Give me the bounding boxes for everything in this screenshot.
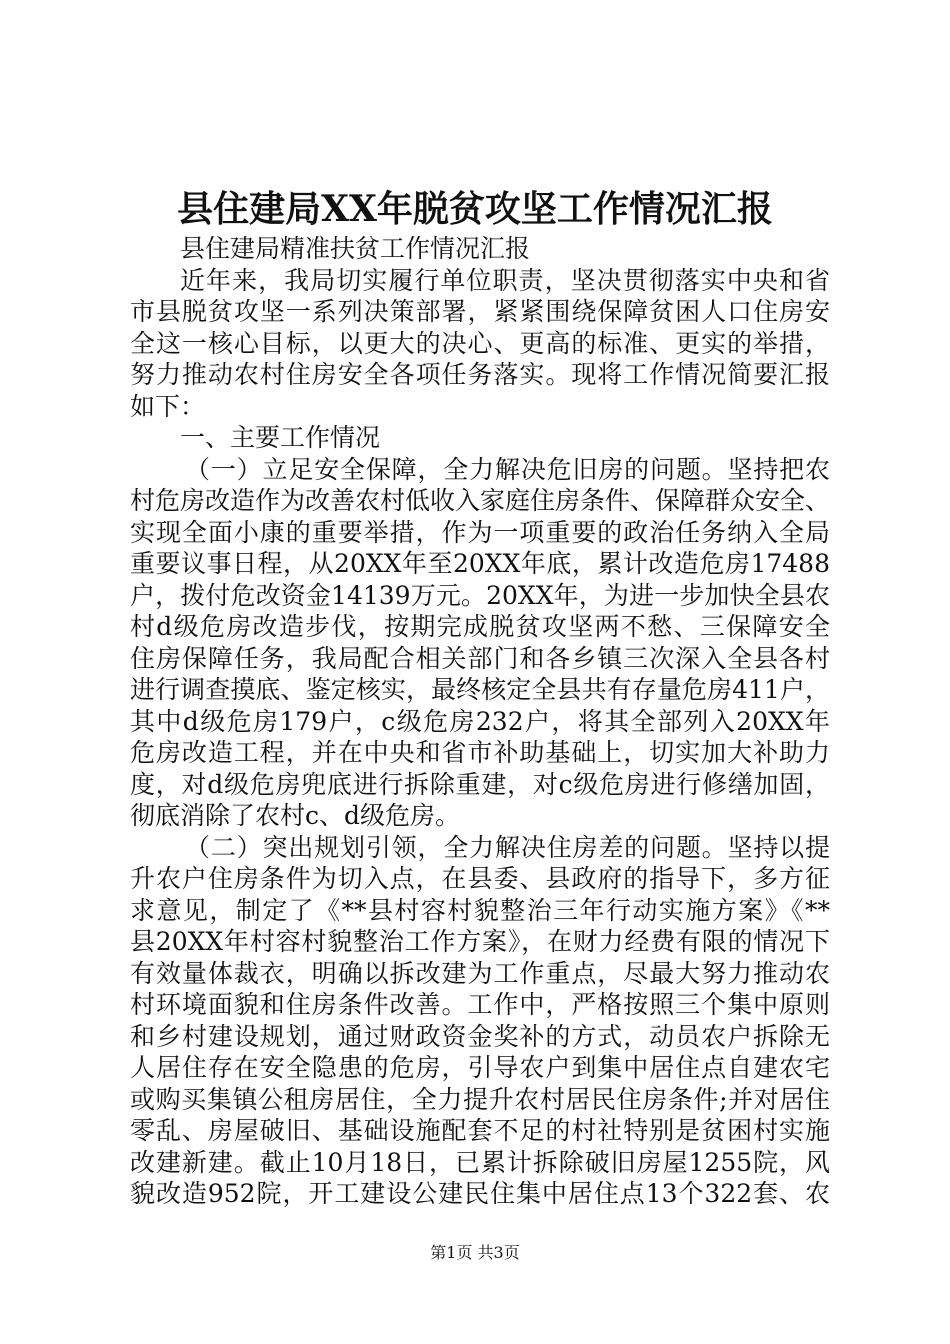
paragraph-line: 重要议事日程，从20XX年至20XX年底，累计改造危房17488 (130, 549, 830, 578)
paragraph-line: 村d级危房改造步伐，按期完成脱贫攻坚两不愁、三保障安全 (130, 612, 830, 641)
paragraph-line: 彻底消除了农村c、d级危房。 (130, 801, 461, 830)
paragraph-line: 和乡村建设规划，通过财政资金奖补的方式，动员农户拆除无 (130, 1021, 830, 1051)
paragraph-line: （二）突出规划引领，全力解决住房差的问题。坚持以提 (185, 832, 830, 862)
paragraph-line: 近年来，我局切实履行单位职责，坚决贯彻落实中央和省 (180, 265, 830, 295)
paragraph-line: 住房保障任务，我局配合相关部门和各乡镇三次深入全县各村 (130, 643, 830, 673)
paragraph-line: 升农户住房条件为切入点，在县委、县政府的指导下，多方征 (130, 864, 830, 893)
paragraph-line: 实现全面小康的重要举措，作为一项重要的政治任务纳入全局 (130, 517, 830, 547)
paragraph-line: 有效量体裁衣，明确以拆改建为工作重点，尽最大努力推动农 (130, 958, 830, 988)
paragraph-line: 求意见，制定了《**县村容村貌整治三年行动实施方案》《** (130, 895, 830, 925)
paragraph-line: 户，拨付危改资金14139万元。20XX年，为进一步加快全县农 (130, 580, 830, 610)
paragraph-line: 县20XX年村容村貌整治工作方案》，在财力经费有限的情况下 (130, 927, 830, 956)
paragraph-line: （一）立足安全保障，全力解决危旧房的问题。坚持把农 (185, 454, 830, 484)
document-body (130, 233, 830, 1210)
paragraph-line: 或购买集镇公租房居住，全力提升农村居民住房条件;并对居住 (130, 1084, 830, 1114)
paragraph-line: 如下： (130, 391, 206, 421)
paragraph-line: 努力推动农村住房安全各项任务落实。现将工作情况简要汇报 (130, 360, 830, 389)
paragraph-line: 度，对d级危房兜底进行拆除重建，对c级危房进行修缮加固， (130, 769, 830, 799)
paragraph-line: 全这一核心目标，以更大的决心、更高的标准、更实的举措， (130, 328, 830, 358)
paragraph-line: 市县脱贫攻坚一系列决策部署，紧紧围绕保障贫困人口住房安 (130, 297, 830, 326)
page-indicator: 第1页 共3页 (430, 1243, 520, 1262)
paragraph-line: 其中d级危房179户，c级危房232户，将其全部列入20XX年 (130, 706, 830, 736)
document-subtitle: 县住建局精准扶贫工作情况汇报 (180, 234, 531, 263)
paragraph-line: 貌改造952院，开工建设公建民住集中居住点13个322套、农 (130, 1179, 830, 1208)
paragraph-line: 人居住存在安全隐患的危房，引导农户到集中居住点自建农宅 (130, 1053, 830, 1082)
paragraph-line: 危房改造工程，并在中央和省市补助基础上，切实加大补助力 (130, 738, 830, 767)
paragraph-line: 零乱、房屋破旧、基础设施配套不足的村社特别是贫困村实施 (130, 1116, 830, 1145)
paragraph-line: 改建新建。截止10月18日，已累计拆除破旧房屋1255院，风 (130, 1147, 830, 1177)
paragraph-line: 村危房改造作为改善农村低收入家庭住房条件、保障群众安全、 (130, 486, 831, 515)
paragraph-line: 进行调查摸底、鉴定核实，最终核定全县共有存量危房411户， (130, 675, 830, 704)
paragraph-line: 村环境面貌和住房条件改善。工作中，严格按照三个集中原则 (130, 990, 830, 1019)
section-heading: 一、主要工作情况 (180, 423, 381, 452)
document-title: 县住建局XX年脱贫攻坚工作情况汇报 (177, 188, 773, 230)
